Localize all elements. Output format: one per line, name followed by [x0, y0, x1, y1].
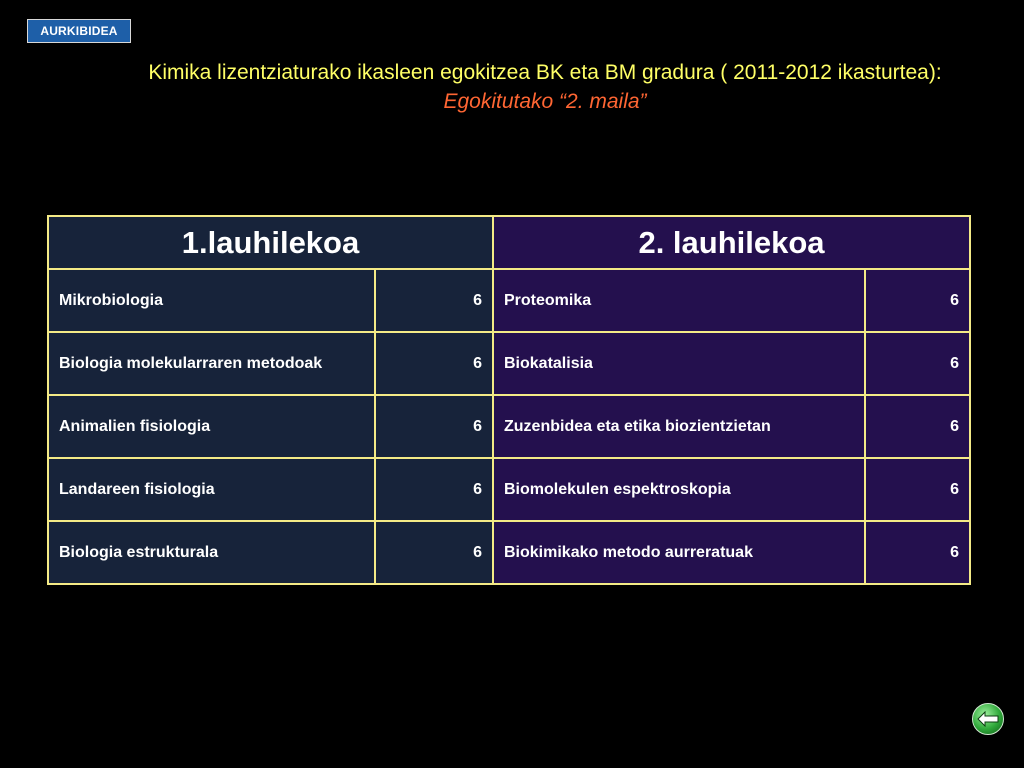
title-main: Kimika lizentziaturako ikasleen egokitzea BK eta BM gradura ( 2011-2012 ikasturtea):: [148, 61, 942, 84]
index-button[interactable]: AURKIBIDEA: [27, 19, 131, 43]
credits-semester-1: 6: [375, 269, 493, 332]
credits-semester-1: 6: [375, 332, 493, 395]
credits-semester-1: 6: [375, 521, 493, 584]
header-semester-2: 2. lauhilekoa: [493, 216, 970, 269]
credits-semester-1: 6: [375, 395, 493, 458]
credits-semester-2: 6: [865, 332, 970, 395]
credits-semester-2: 6: [865, 458, 970, 521]
course-semester-2: Zuzenbidea eta etika biozientzietan: [493, 395, 865, 458]
course-semester-2: Biokimikako metodo aurreratuak: [493, 521, 865, 584]
back-button[interactable]: [972, 703, 1004, 735]
course-semester-2: Proteomika: [493, 269, 865, 332]
credits-semester-2: 6: [865, 269, 970, 332]
course-semester-1: Animalien fisiologia: [48, 395, 375, 458]
table-row: [48, 269, 970, 332]
course-semester-2: Biomolekulen espektroskopia: [493, 458, 865, 521]
course-table: [47, 215, 971, 585]
back-arrow-icon: [977, 711, 999, 727]
table-row: [48, 332, 970, 395]
page-title: [120, 58, 970, 116]
header-semester-1: 1.lauhilekoa: [48, 216, 493, 269]
table-header-row: [48, 216, 970, 269]
course-semester-1: Biologia molekularraren metodoak: [48, 332, 375, 395]
course-semester-1: Biologia estrukturala: [48, 521, 375, 584]
course-semester-1: Landareen fisiologia: [48, 458, 375, 521]
credits-semester-1: 6: [375, 458, 493, 521]
course-semester-2: Biokatalisia: [493, 332, 865, 395]
table-row: [48, 458, 970, 521]
table-row: [48, 395, 970, 458]
course-semester-1: Mikrobiologia: [48, 269, 375, 332]
table-row: [48, 521, 970, 584]
credits-semester-2: 6: [865, 395, 970, 458]
title-accent: Egokitutako “2. maila”: [443, 90, 647, 113]
credits-semester-2: 6: [865, 521, 970, 584]
